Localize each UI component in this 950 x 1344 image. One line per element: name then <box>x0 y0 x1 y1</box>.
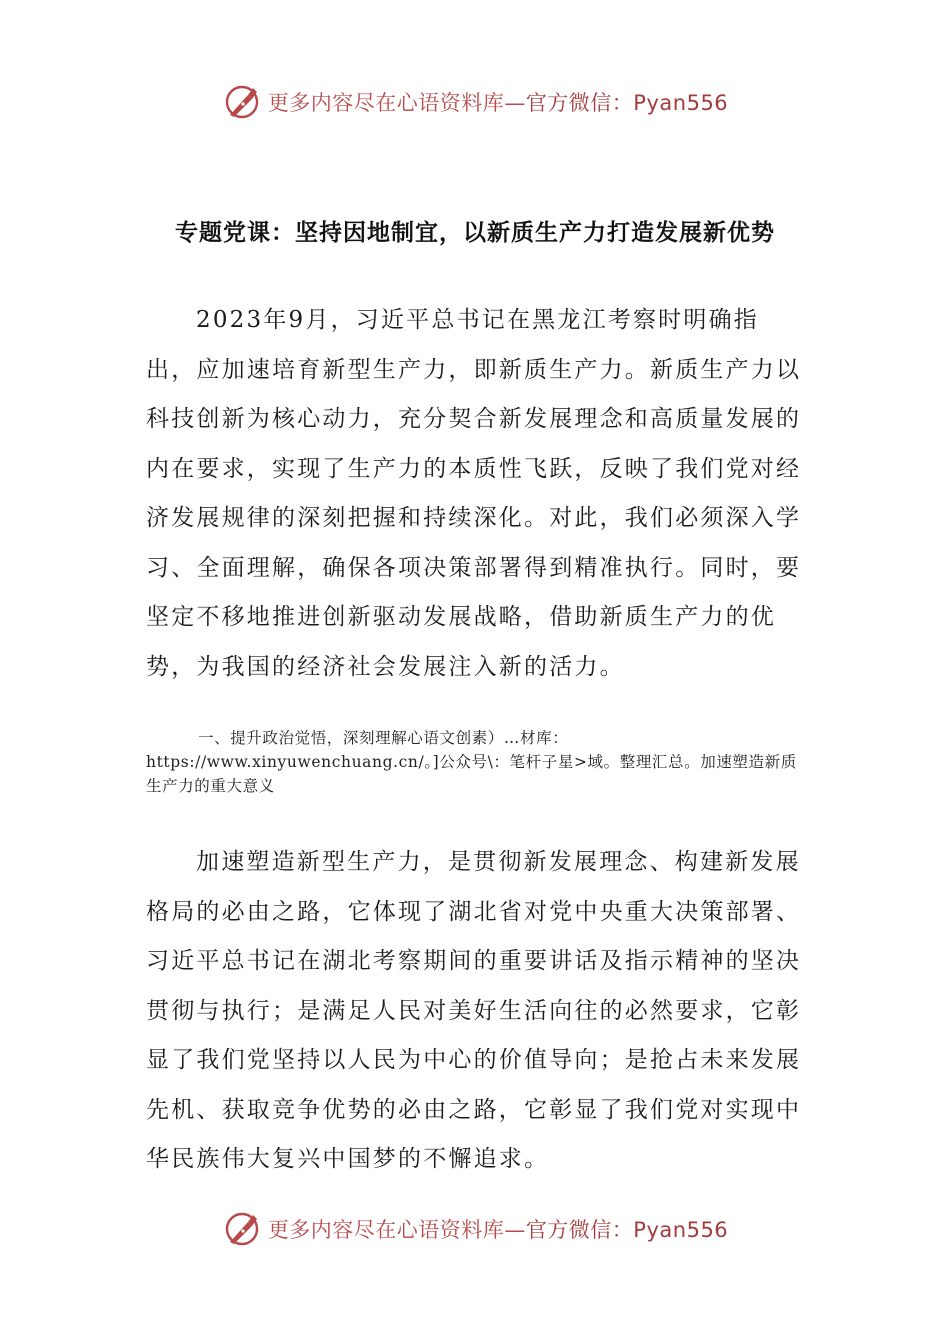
footer-banner <box>0 1207 950 1251</box>
body-paragraph-1: 2023年9月，习近平总书记在黑龙江考察时明确指出，应加速培育新型生产力，即新质生产力。新质生产力以科技创新为核心动力，充分契合新发展理念和高质量发展的内在要求，实现了生产力的本质性飞跃，反映了我们党对经济发展规律的深刻把握和持续深化。对此，我们必须深入学习、全面理解，确保各项决策部署得到精准执行。同时，要坚定不移地推进创新驱动发展战略，借助新质生产力的优势，为我国的经济社会发展注入新的活力。 <box>146 307 802 680</box>
banner-separator: — <box>504 91 526 115</box>
header-banner <box>0 80 950 124</box>
banner-separator: — <box>504 1218 526 1242</box>
banner-wechat: 官方微信：Pyan556 <box>525 1218 729 1242</box>
section-note: 一、提升政治觉悟，深刻理解心语文创素）…材库：https://www.xinyuwenchuang.cn/。]公众号\：笔杆子星>域。整理汇总。加速塑造新质生产力的重大意义 <box>146 729 797 795</box>
banner-slogan: 更多内容尽在心语资料库 <box>267 91 505 115</box>
banner-wechat: 官方微信：Pyan556 <box>525 91 729 115</box>
banner-text <box>268 1214 728 1244</box>
pen-nib-logo-icon <box>222 1209 262 1249</box>
body-paragraph-2: 加速塑造新型生产力，是贯彻新发展理念、构建新发展格局的必由之路，它体现了湖北省对党中央重大决策部署、习近平总书记在湖北考察期间的重要讲话及指示精神的坚决贯彻与执行；是满足人民对美好生活向往的必然要求，它彰显了我们党坚持以人民为中心的价值导向；是抢占未来发展先机、获取竞争优势的必由之路，它彰显了我们党对实现中华民族伟大复兴中国梦的不懈追求。 <box>146 849 802 1172</box>
banner-text <box>268 87 728 117</box>
pen-nib-logo-icon <box>222 82 262 122</box>
document-title: 专题党课：坚持因地制宜，以新质生产力打造发展新优势 <box>175 220 775 246</box>
banner-slogan: 更多内容尽在心语资料库 <box>267 1218 505 1242</box>
